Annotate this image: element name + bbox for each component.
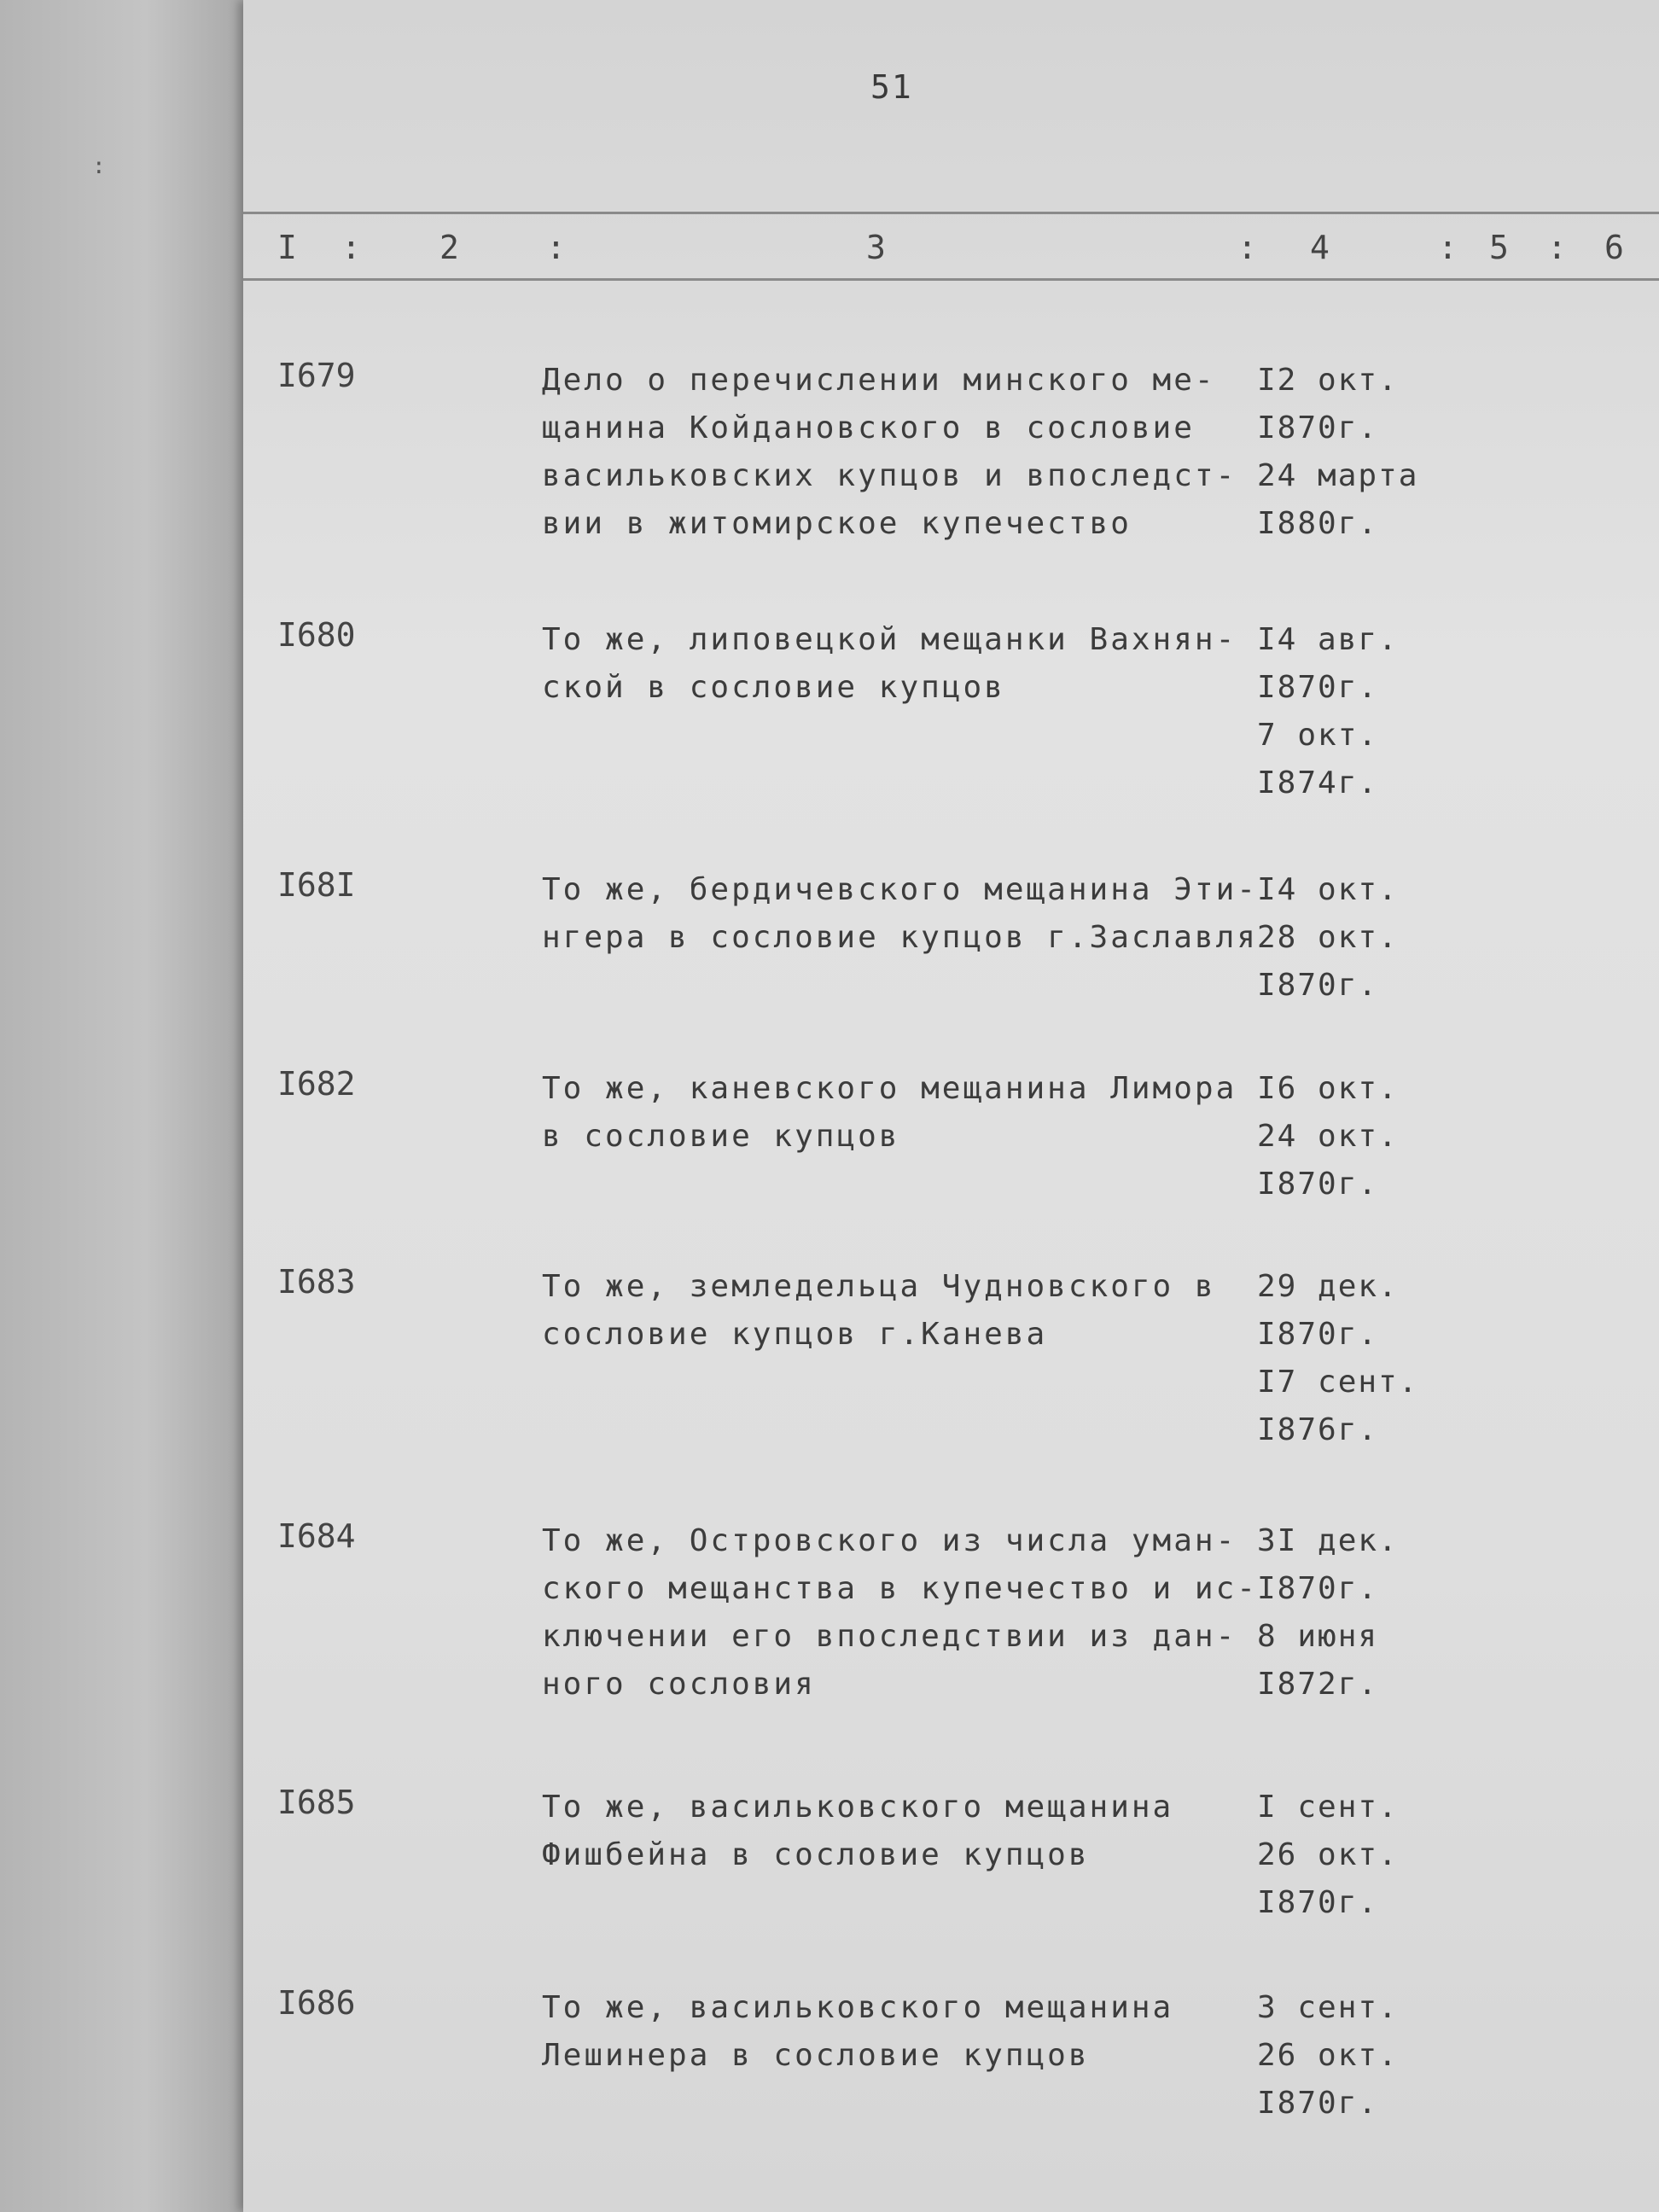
description-line: То же, липовецкой мещанки Вахнян-: [542, 622, 1237, 657]
entry-dates: [1257, 1784, 1462, 1927]
description-line: То же, васильковского мещанина: [542, 1790, 1174, 1825]
entry-dates: [1257, 1517, 1462, 1708]
entry-description: [542, 1517, 1276, 1708]
column-separator: :: [546, 229, 566, 266]
entry-number: I686: [277, 1984, 356, 2022]
entry-dates: [1257, 616, 1462, 807]
date-line: I870г.: [1257, 2086, 1379, 2121]
column-separator: :: [341, 229, 361, 266]
page-number: 51: [870, 68, 913, 106]
entry-description: [542, 1784, 1276, 1879]
date-line: I6 окт.: [1257, 1071, 1399, 1106]
date-line: I4 авг.: [1257, 622, 1399, 657]
date-line: I870г.: [1257, 670, 1379, 705]
description-line: То же, каневского мещанина Лимора: [542, 1071, 1237, 1106]
entry-number: I682: [277, 1065, 356, 1103]
date-line: 29 дек.: [1257, 1269, 1399, 1304]
date-line: I870г.: [1257, 1885, 1379, 1920]
entry-description: [542, 616, 1276, 712]
date-line: I874г.: [1257, 765, 1379, 800]
entry-number: I685: [277, 1784, 356, 1821]
description-line: нгера в сословие купцов г.Заславля: [542, 920, 1258, 955]
header-rule-bottom: [243, 278, 1659, 281]
entry-dates: [1257, 357, 1462, 548]
date-line: I7 сент.: [1257, 1365, 1419, 1400]
date-line: I880г.: [1257, 506, 1379, 541]
description-line: То же, земледельца Чудновского в: [542, 1269, 1216, 1304]
header-rule-top: [243, 212, 1659, 214]
date-line: 24 окт.: [1257, 1119, 1399, 1154]
entry-description: [542, 357, 1276, 548]
entry-number: I68I: [277, 866, 356, 904]
description-line: васильковских купцов и впоследст-: [542, 458, 1237, 493]
date-line: 3I дек.: [1257, 1523, 1399, 1558]
entry-description: [542, 1065, 1276, 1161]
description-line: ского мещанства в купечество и ис-: [542, 1571, 1258, 1606]
column-separator: :: [1547, 229, 1567, 266]
entry-dates: [1257, 1984, 1462, 2128]
date-line: I4 окт.: [1257, 872, 1399, 907]
description-line: Фишбейна в сословие купцов: [542, 1837, 1090, 1872]
date-line: 7 окт.: [1257, 718, 1379, 753]
description-line: ного сословия: [542, 1667, 816, 1702]
adjacent-page-edge: [0, 0, 243, 2212]
description-line: Дело о перечислении минского ме-: [542, 363, 1216, 398]
entry-dates: [1257, 1263, 1462, 1454]
entry-description: [542, 866, 1276, 962]
description-line: щанина Койдановского в сословие: [542, 410, 1195, 445]
description-line: сословие купцов г.Канева: [542, 1317, 1048, 1352]
date-line: I876г.: [1257, 1412, 1379, 1447]
date-line: I870г.: [1257, 410, 1379, 445]
date-line: I сент.: [1257, 1790, 1399, 1825]
description-line: То же, бердичевского мещанина Эти-: [542, 872, 1258, 907]
column-header-1: I: [277, 229, 297, 266]
margin-mark: :: [92, 154, 106, 179]
description-line: в сословие купцов: [542, 1119, 900, 1154]
entry-number: I679: [277, 357, 356, 394]
column-header-4: 4: [1310, 229, 1330, 266]
description-line: ской в сословие купцов: [542, 670, 1005, 705]
date-line: 24 марта: [1257, 458, 1419, 493]
date-line: 26 окт.: [1257, 1837, 1399, 1872]
column-header-5: 5: [1489, 229, 1509, 266]
column-separator: :: [1237, 229, 1257, 266]
column-separator: :: [1438, 229, 1458, 266]
date-line: I870г.: [1257, 968, 1379, 1003]
date-line: I870г.: [1257, 1167, 1379, 1202]
entry-dates: [1257, 1065, 1462, 1208]
date-line: 8 июня: [1257, 1619, 1379, 1654]
entry-number: I680: [277, 616, 356, 654]
date-line: I870г.: [1257, 1317, 1379, 1352]
column-header-3: 3: [866, 229, 886, 266]
entry-dates: [1257, 866, 1462, 1010]
entry-number: I683: [277, 1263, 356, 1301]
date-line: 26 окт.: [1257, 2038, 1399, 2073]
entry-description: [542, 1984, 1276, 2080]
entry-number: I684: [277, 1517, 356, 1555]
date-line: 28 окт.: [1257, 920, 1399, 955]
description-line: ключении его впоследствии из дан-: [542, 1619, 1237, 1654]
description-line: То же, Островского из числа уман-: [542, 1523, 1237, 1558]
column-header-6: 6: [1604, 229, 1624, 266]
entry-description: [542, 1263, 1276, 1359]
date-line: I870г.: [1257, 1571, 1379, 1606]
date-line: I872г.: [1257, 1667, 1379, 1702]
document-page: [243, 0, 1659, 2212]
date-line: 3 сент.: [1257, 1990, 1399, 2025]
description-line: То же, васильковского мещанина: [542, 1990, 1174, 2025]
column-header-2: 2: [439, 229, 459, 266]
description-line: Лешинера в сословие купцов: [542, 2038, 1090, 2073]
description-line: вии в житомирское купечество: [542, 506, 1132, 541]
date-line: I2 окт.: [1257, 363, 1399, 398]
